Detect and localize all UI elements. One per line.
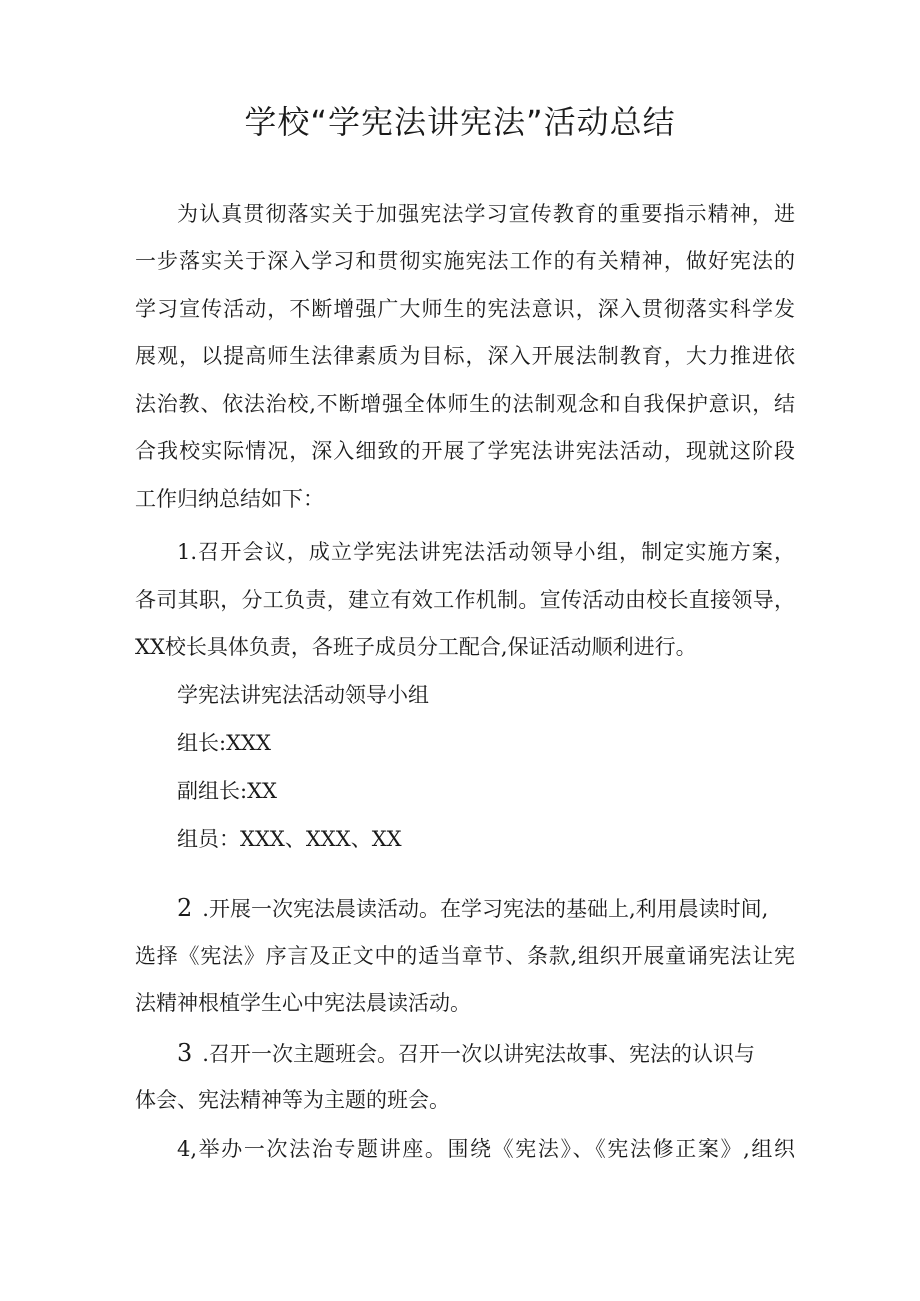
- item2-line-2: 选择《宪法》序言及正文中的适当章节、条款,组织开展童诵宪法让宪: [135, 944, 795, 968]
- intro-line-1: 为认真贯彻落实关于加强宪法学习宣传教育的重要指示精神，进: [177, 202, 795, 226]
- item2-line-3: 法精神根植学生心中宪法晨读活动。: [135, 991, 471, 1015]
- item3-text: .召开一次主题班会。召开一次以讲宪法故事、宪法的认识与: [202, 1042, 755, 1066]
- item1-line-2: 各司其职，分工负责，建立有效工作机制。宣传活动由校长直接领导，: [135, 588, 795, 612]
- document-title: 学校“学宪法讲宪法”活动总结: [244, 103, 676, 141]
- group-deputy: 副组长:XX: [177, 779, 277, 803]
- item1-line-1: 1.召开会议，成立学宪法讲宪法活动领导小组，制定实施方案，: [177, 540, 795, 564]
- item3-line-1: [177, 1035, 795, 1071]
- intro-line-5: 法治教、依法治校,不断增强全体师生的法制观念和自我保护意识，结: [135, 392, 795, 416]
- item2-number: 2: [177, 894, 193, 922]
- intro-line-2: 一步落实关于深入学习和贯彻实施宪法工作的有关精神，做好宪法的: [135, 249, 795, 273]
- intro-line-4: 展观，以提高师生法律素质为目标，深入开展法制教育，大力推进依: [135, 344, 795, 368]
- item4-line-1: 4,举办一次法治专题讲座。围绕《宪法》、《宪法修正案》,组织: [177, 1137, 795, 1161]
- item3-number: 3: [177, 1039, 193, 1067]
- intro-line-7: 工作归纳总结如下：: [135, 487, 324, 511]
- item1-line-3: XX校长具体负责，各班子成员分工配合,保证活动顺利进行。: [135, 635, 697, 659]
- group-leader: 组长:XXX: [177, 731, 271, 755]
- group-members: 组员：XXX、XXX、XX: [177, 827, 402, 851]
- intro-line-6: 合我校实际情况，深入细致的开展了学宪法讲宪法活动，现就这阶段: [135, 439, 795, 463]
- intro-line-3: 学习宣传活动，不断增强广大师生的宪法意识，深入贯彻落实科学发: [135, 297, 795, 321]
- group-heading: 学宪法讲宪法活动领导小组: [177, 683, 429, 707]
- item3-line-2: 体会、宪法精神等为主题的班会。: [135, 1088, 450, 1112]
- item2-text: .开展一次宪法晨读活动。在学习宪法的基础上,利用晨读时间,: [202, 897, 769, 921]
- item2-line-1: [177, 890, 795, 926]
